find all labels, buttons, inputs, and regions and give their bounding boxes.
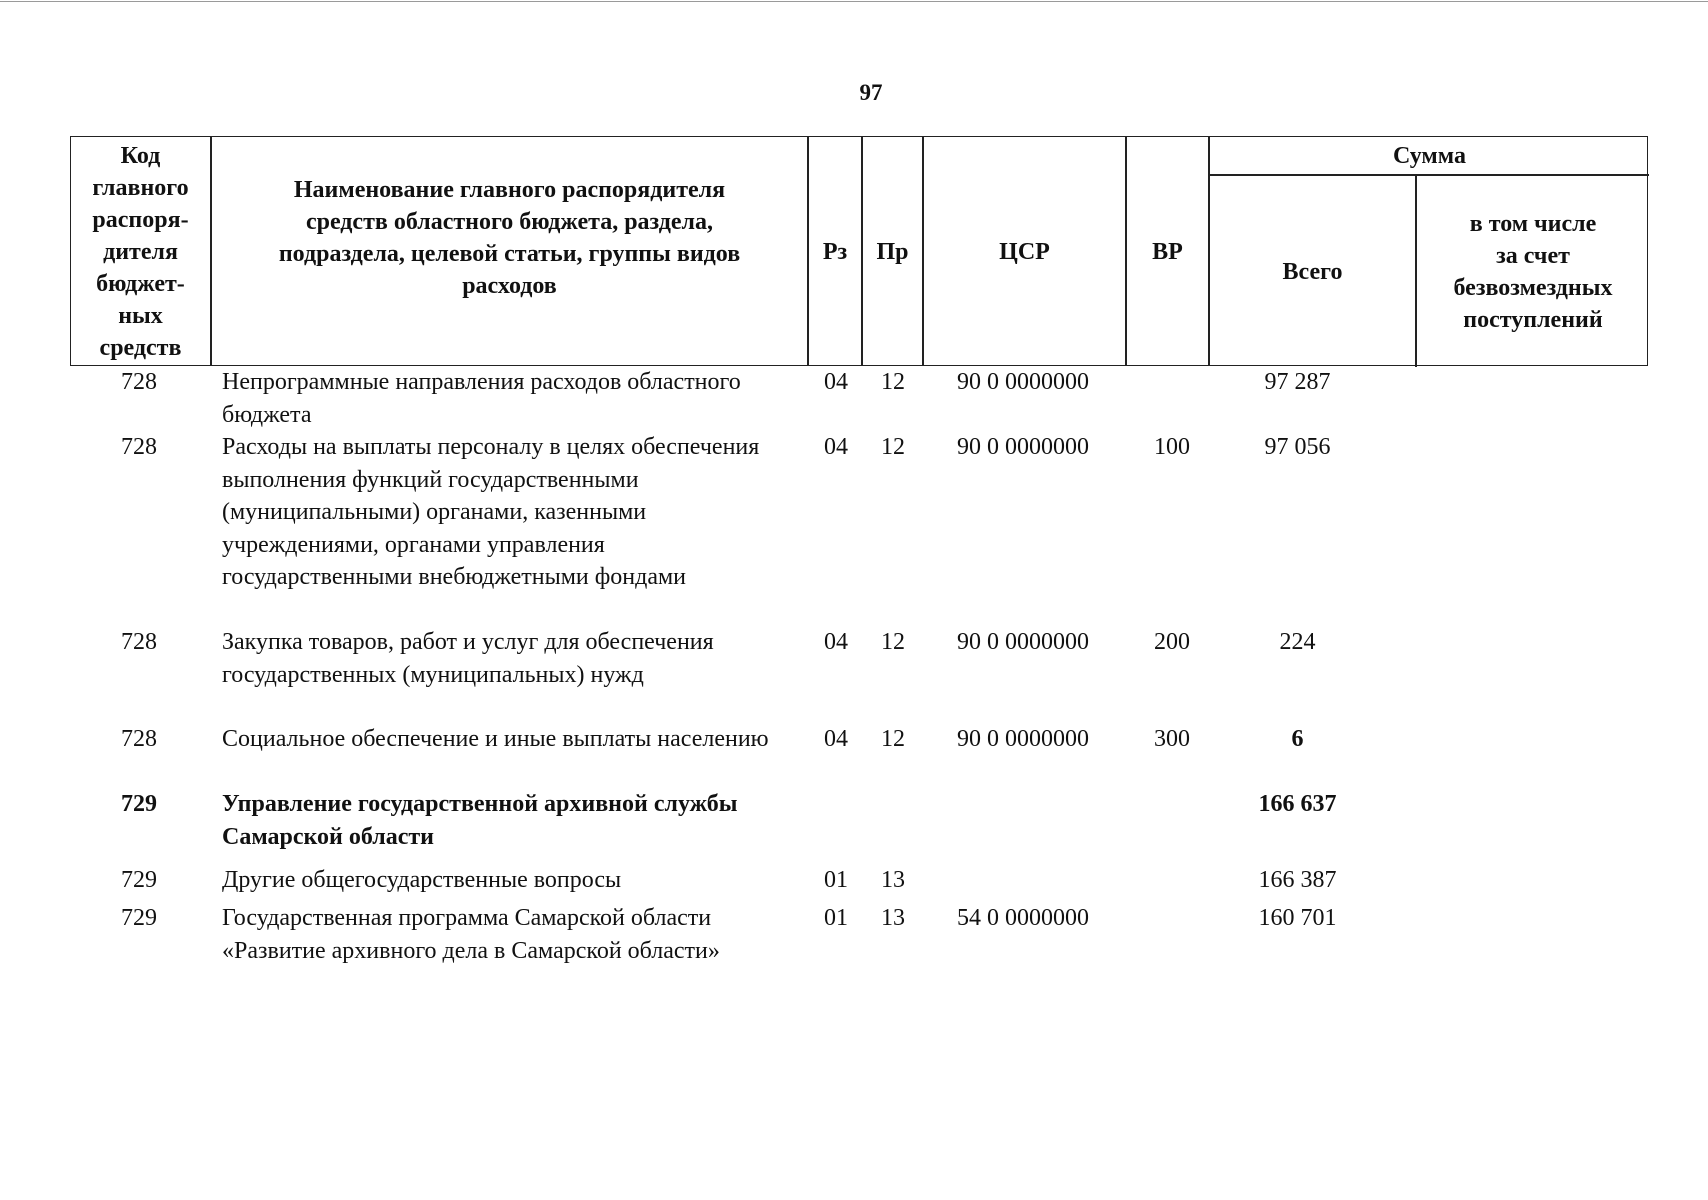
cell-name: Другие общегосударственные вопросы: [222, 867, 622, 893]
cell-vr: 100: [1154, 434, 1190, 460]
cell-pr: 13: [881, 867, 905, 893]
cell-name: Расходы на выплаты персоналу в целях обеспечения выполнения функций государственными (муниципальными) органами, казенными учреждениями, органами управления государственными внебюджетными фондами: [222, 434, 760, 590]
cell-name: Непрограммные направления расходов областного бюджета: [222, 369, 741, 428]
cell-pr: 12: [881, 726, 905, 752]
cell-csr: 54 0 0000000: [957, 905, 1089, 931]
cell-vsego: 224: [1279, 629, 1316, 655]
cell-name: Закупка товаров, работ и услуг для обеспечения государственных (муниципальных) нужд: [222, 629, 714, 688]
header-vr-label: ВР: [1152, 239, 1183, 265]
header-vsego-label: Всего: [1282, 258, 1343, 285]
cell-pr: 12: [881, 434, 905, 460]
cell-rz: 01: [824, 905, 848, 931]
cell-kod: 729: [121, 867, 157, 893]
header-pr-label: Пр: [876, 239, 909, 265]
header-vr: [1127, 137, 1208, 367]
table-header: [70, 136, 1648, 366]
cell-name: Управление государственной архивной службы Самарской области: [222, 791, 738, 850]
cell-pr: 12: [881, 629, 905, 655]
header-kod: [71, 137, 210, 367]
cell-vsego: 97 056: [1264, 434, 1331, 460]
header-name: [212, 137, 807, 367]
header-rz-label: Рз: [822, 239, 848, 265]
cell-kod: 728: [121, 434, 157, 460]
cell-vr: 200: [1154, 629, 1190, 655]
header-csr-label: ЦСР: [999, 239, 1050, 265]
cell-name: Государственная программа Самарской области «Развитие архивного дела в Самарской области»: [222, 905, 720, 964]
header-csr: [924, 137, 1125, 367]
cell-rz: 04: [824, 434, 848, 460]
cell-kod: 728: [121, 726, 157, 752]
cell-csr: 90 0 0000000: [957, 726, 1089, 752]
cell-name: Социальное обеспечение и иные выплаты населению: [222, 726, 769, 752]
cell-vsego: 6: [1291, 726, 1304, 752]
scan-edge-line: [0, 1, 1708, 2]
header-bezvozmezdnye: [1417, 176, 1649, 367]
cell-rz: 01: [824, 867, 848, 893]
header-summa-label: Сумма: [1393, 142, 1466, 169]
cell-kod: 728: [121, 629, 157, 655]
cell-rz: 04: [824, 369, 848, 395]
header-vsego: [1210, 176, 1415, 367]
cell-csr: 90 0 0000000: [957, 369, 1089, 395]
page-number: 97: [859, 80, 883, 105]
cell-pr: 13: [881, 905, 905, 931]
cell-vsego: 97 287: [1264, 369, 1331, 395]
cell-kod: 728: [121, 369, 157, 395]
header-summa: [1210, 137, 1649, 174]
header-kod-label: Код главного распоря- дителя бюджет- ных средств: [92, 143, 189, 361]
header-bezvozmezdnye-label: в том числе за счет безвозмездных поступлений: [1453, 210, 1613, 333]
cell-vsego: 166 637: [1258, 791, 1337, 817]
cell-vsego: 160 701: [1258, 905, 1337, 931]
cell-kod: 729: [121, 905, 157, 931]
cell-kod: 729: [121, 791, 157, 817]
header-pr: [863, 137, 922, 367]
cell-vr: 300: [1154, 726, 1190, 752]
cell-rz: 04: [824, 629, 848, 655]
cell-pr: 12: [881, 369, 905, 395]
cell-csr: 90 0 0000000: [957, 434, 1089, 460]
cell-csr: 90 0 0000000: [957, 629, 1089, 655]
header-rz: [809, 137, 861, 367]
cell-rz: 04: [824, 726, 848, 752]
cell-vsego: 166 387: [1258, 867, 1337, 893]
header-name-label: Наименование главного распорядителя средств областного бюджета, раздела, подраздела, целевой статьи, группы видов расходов: [278, 177, 741, 299]
